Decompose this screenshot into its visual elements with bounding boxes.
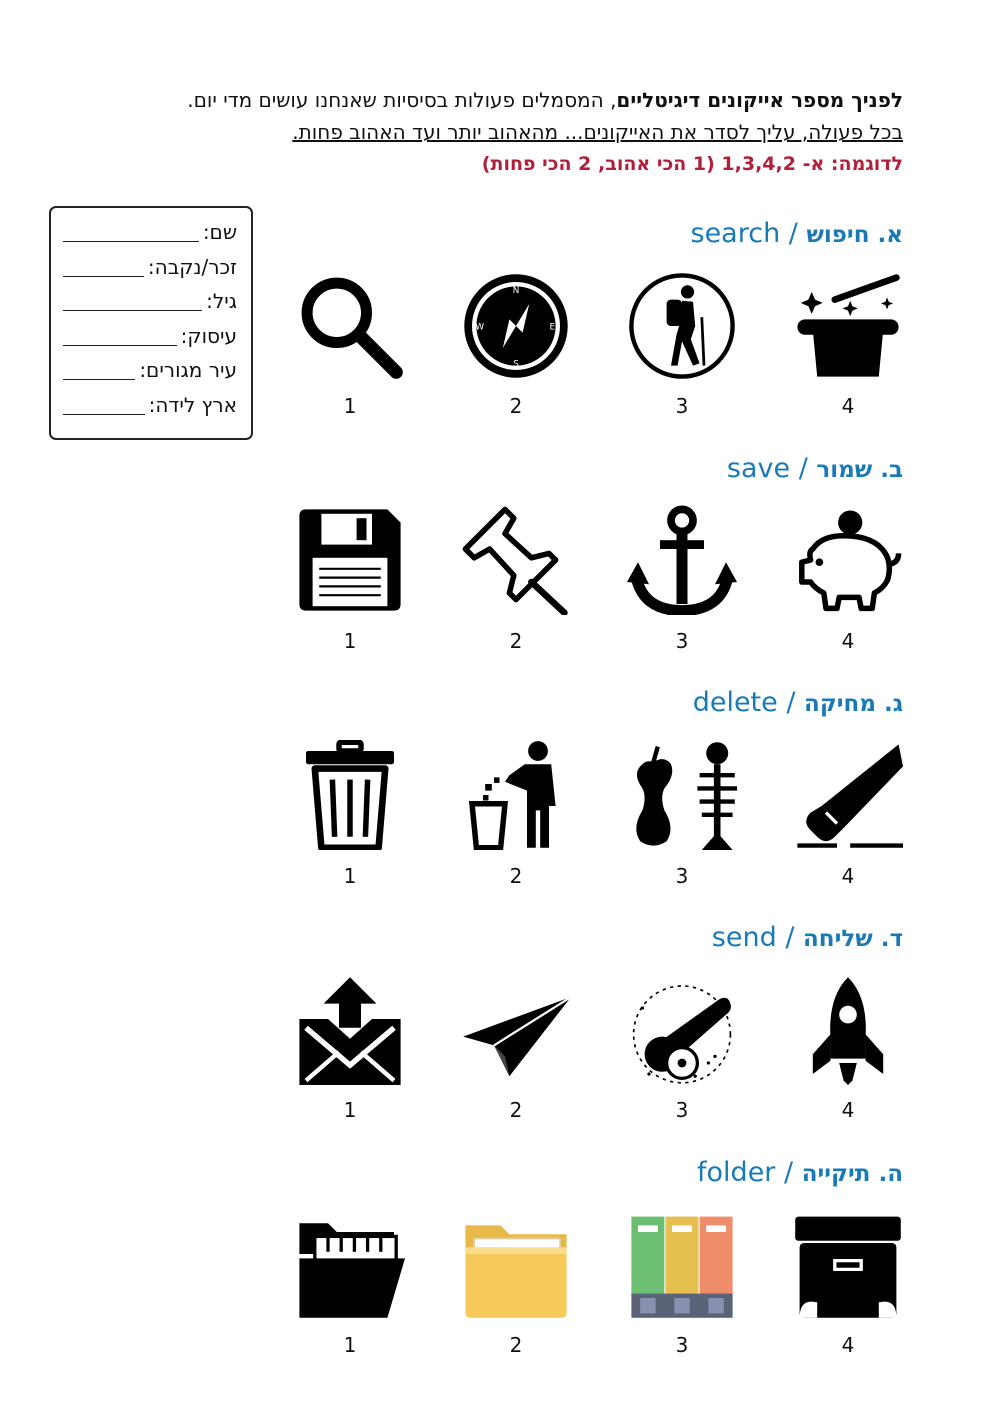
anchor-icon[interactable] bbox=[627, 505, 737, 615]
form-line-birth-country[interactable] bbox=[63, 393, 145, 415]
cannon-icon[interactable] bbox=[627, 975, 737, 1085]
svg-text:N: N bbox=[512, 286, 520, 296]
floppy-disk-icon[interactable] bbox=[295, 505, 405, 615]
form-line-name[interactable] bbox=[63, 220, 199, 242]
number-label: 4 bbox=[841, 864, 855, 888]
number-label: 1 bbox=[343, 864, 357, 888]
form-line-occupation[interactable] bbox=[63, 324, 177, 346]
form-row-city bbox=[63, 358, 237, 393]
hiker-icon[interactable] bbox=[627, 271, 737, 381]
form-line-city[interactable] bbox=[63, 358, 135, 380]
push-pin-icon[interactable] bbox=[461, 505, 571, 615]
number-label: 3 bbox=[675, 629, 689, 653]
instruction-bold: לפניך מספר אייקונים דיגיטליים bbox=[616, 88, 903, 112]
svg-text:W: W bbox=[475, 322, 485, 333]
form-label-name: שם: bbox=[202, 220, 237, 244]
open-folder-icon[interactable] bbox=[295, 1210, 405, 1320]
form-row-occupation bbox=[63, 324, 237, 359]
section-title-send: ד. שליחה / send bbox=[711, 922, 903, 953]
svg-text:E: E bbox=[549, 322, 556, 333]
form-label-city: עיר מגורים: bbox=[139, 358, 237, 382]
form-label-occupation: עיסוק: bbox=[180, 323, 237, 348]
envelope-upload-icon[interactable] bbox=[295, 975, 405, 1085]
archive-box-icon[interactable] bbox=[793, 1210, 903, 1320]
number-label: 3 bbox=[675, 1333, 689, 1357]
yellow-folder-icon[interactable] bbox=[461, 1210, 571, 1320]
number-label: 3 bbox=[675, 1098, 689, 1122]
paper-plane-icon[interactable] bbox=[461, 975, 571, 1085]
form-row-name bbox=[63, 220, 237, 255]
number-label: 3 bbox=[675, 394, 689, 418]
food-scraps-icon[interactable] bbox=[627, 740, 737, 850]
trash-can-icon[interactable] bbox=[295, 740, 405, 850]
person-littering-icon[interactable] bbox=[461, 740, 571, 850]
form-label-birth-country: ארץ לידה: bbox=[148, 392, 237, 417]
eraser-icon[interactable] bbox=[793, 740, 903, 850]
section-title-delete: ג. מחיקה / delete bbox=[692, 687, 903, 718]
form-line-age[interactable] bbox=[63, 289, 202, 311]
instructions bbox=[83, 84, 903, 180]
magnifier-icon[interactable] bbox=[295, 271, 405, 381]
instruction-line-2: בכל פעולה, עליך לסדר את האייקונים... מהאהוב יותר ועד האהוב פחות. bbox=[292, 120, 903, 144]
number-label: 2 bbox=[509, 394, 523, 418]
number-label: 3 bbox=[675, 864, 689, 888]
form-row-age bbox=[63, 289, 237, 324]
form-label-age: גיל: bbox=[206, 289, 237, 313]
form-row-birth-country bbox=[63, 393, 237, 428]
form-row-gender bbox=[63, 255, 237, 290]
form-label-gender: זכר/נקבה: bbox=[147, 254, 237, 279]
number-label: 2 bbox=[509, 864, 523, 888]
number-label: 1 bbox=[343, 394, 357, 418]
number-label: 2 bbox=[509, 1098, 523, 1122]
form-line-gender[interactable] bbox=[63, 255, 144, 277]
number-label: 2 bbox=[509, 629, 523, 653]
number-label: 1 bbox=[343, 629, 357, 653]
section-title-search: א. חיפוש / search bbox=[690, 218, 903, 249]
binders-icon[interactable] bbox=[627, 1210, 737, 1320]
instruction-line-1 bbox=[83, 84, 903, 116]
number-label: 4 bbox=[841, 394, 855, 418]
number-label: 4 bbox=[841, 1333, 855, 1357]
example-line: לדוגמה: א- 1,3,4,2 (1 הכי אהוב, 2 הכי פחות) bbox=[481, 153, 903, 175]
rocket-icon[interactable] bbox=[793, 975, 903, 1085]
instruction-rest: , המסמלים פעולות בסיסיות שאנחנו עושים מדי יום. bbox=[187, 88, 617, 112]
section-title-folder: ה. תיקייה / folder bbox=[697, 1157, 903, 1188]
personal-details-box bbox=[49, 206, 253, 440]
number-label: 1 bbox=[343, 1333, 357, 1357]
number-label: 4 bbox=[841, 629, 855, 653]
compass-icon[interactable] bbox=[461, 271, 571, 381]
number-label: 4 bbox=[841, 1098, 855, 1122]
number-label: 1 bbox=[343, 1098, 357, 1122]
svg-text:S: S bbox=[513, 359, 519, 370]
section-title-save: ב. שמור / save bbox=[726, 453, 903, 484]
piggy-bank-icon[interactable] bbox=[793, 505, 903, 615]
magic-hat-icon[interactable] bbox=[793, 271, 903, 381]
number-label: 2 bbox=[509, 1333, 523, 1357]
